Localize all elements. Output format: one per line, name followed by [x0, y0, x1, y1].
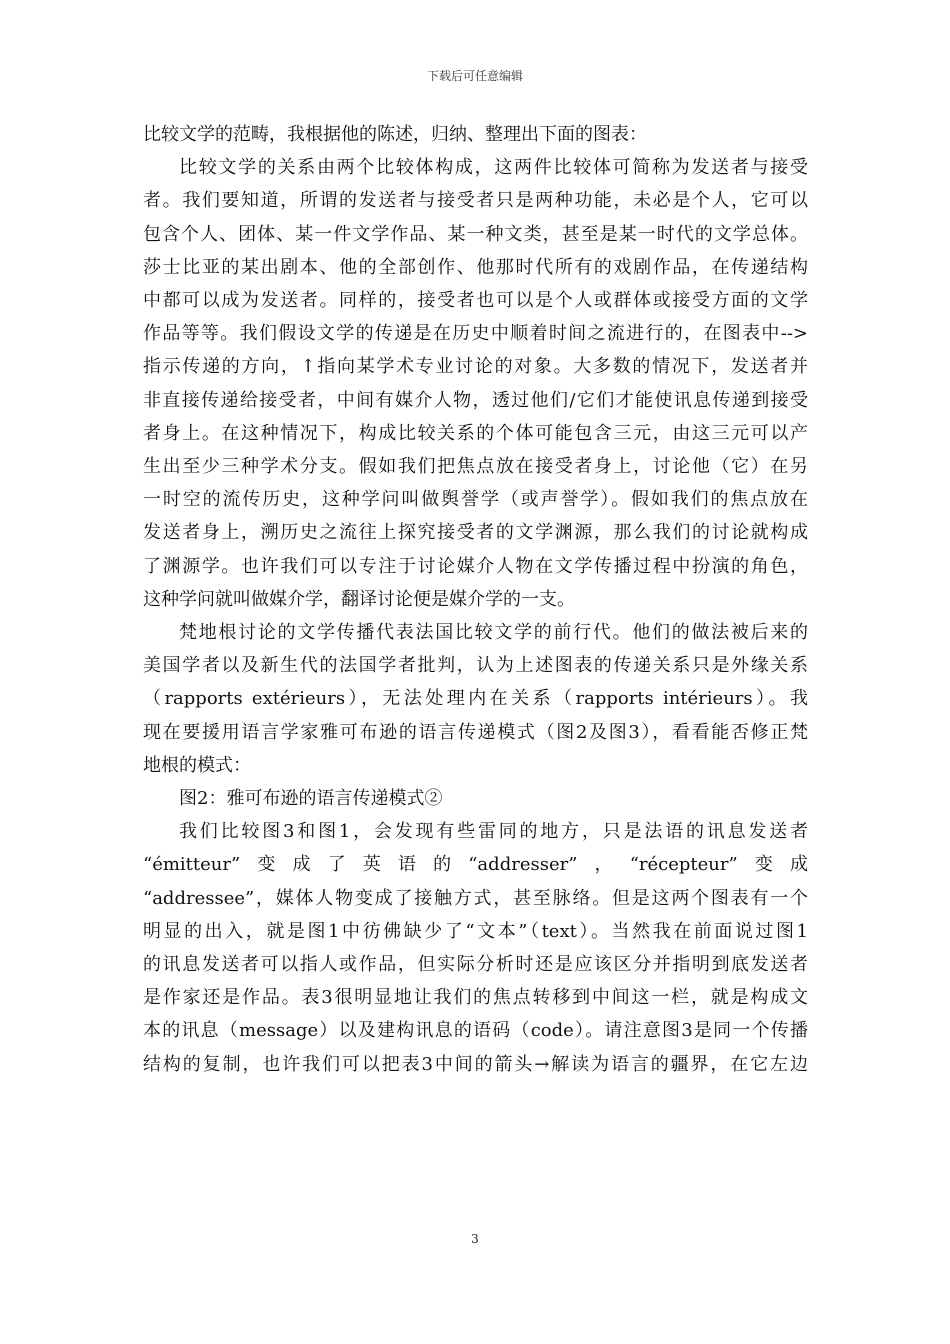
text-line: 生出至少三种学术分支。假如我们把焦点放在接受者身上，讨论他（它）在另: [143, 456, 808, 478]
text-line: 比较文学的关系由两个比较体构成，这两件比较体可简称为发送者与接受: [179, 157, 808, 179]
text-line: “addressee”，媒体人物变成了接触方式，甚至脉络。但是这两个图表有一个: [143, 887, 808, 909]
text-line: 指示传递的方向，↑指向某学术专业讨论的对象。大多数的情况下，发送者并: [143, 356, 808, 378]
text-line: 比较文学的范畴，我根据他的陈述，归纳、整理出下面的图表：: [143, 124, 647, 145]
text-line: 本的讯息（message）以及建构讯息的语码（code）。请注意图3是同一个传播: [143, 1020, 808, 1042]
figure-caption: 图2：雅可布逊的语言传递模式②: [179, 788, 443, 810]
page-number: 3: [471, 1232, 479, 1246]
text-line: 非直接传递给接受者，中间有媒介人物，透过他们/它们才能使讯息传递到接受: [143, 389, 808, 411]
text-line: 我们比较图3和图1，会发现有些雷同的地方，只是法语的讯息发送者: [179, 821, 808, 843]
text-line: 一时空的流传历史，这种学问叫做舆誉学（或声誉学）。假如我们的焦点放在: [143, 489, 808, 511]
text-line: 地根的模式：: [143, 754, 251, 776]
body-text: [143, 118, 808, 1081]
text-line: 明显的出入，就是图1中彷佛缺少了“文本”（text）。当然我在前面说过图1: [143, 920, 808, 942]
text-line: 莎士比亚的某出剧本、他的全部创作、他那时代所有的戏剧作品，在传递结构: [143, 256, 808, 278]
text-line: 作品等等。我们假设文学的传递是在历史中顺着时间之流进行的，在图表中-->: [143, 323, 808, 345]
text-line: 这种学问就叫做媒介学，翻译讨论便是媒介学的一支。: [143, 588, 575, 610]
text-line: 美国学者以及新生代的法国学者批判，认为上述图表的传递关系只是外缘关系: [143, 655, 808, 677]
text-line: 是作家还是作品。表3很明显地让我们的焦点转移到中间这一栏，就是构成文: [143, 987, 808, 1009]
text-line: 包含个人、团体、某一件文学作品、某一种文类，甚至是某一时代的文学总体。: [143, 223, 808, 245]
text-line: 结构的复制，也许我们可以把表3中间的箭头→解读为语言的疆界，在它左边: [143, 1053, 808, 1075]
text-line: 现在要援用语言学家雅可布逊的语言传递模式（图2及图3），看看能否修正梵: [143, 721, 808, 743]
text-line: 者。我们要知道，所谓的发送者与接受者只是两种功能，未必是个人，它可以: [143, 190, 808, 212]
text-line: 的讯息发送者可以指人或作品，但实际分析时还是应该区分并指明到底发送者: [143, 954, 808, 976]
text-line: 发送者身上，溯历史之流往上探究接受者的文学渊源，那么我们的讨论就构成: [143, 522, 808, 544]
text-line: 者身上。在这种情况下，构成比较关系的个体可能包含三元，由这三元可以产: [143, 422, 808, 444]
text-line: 中都可以成为发送者。同样的，接受者也可以是个人或群体或接受方面的文学: [143, 290, 808, 312]
text-line: 了渊源学。也许我们可以专注于讨论媒介人物在文学传播过程中扮演的角色，: [143, 555, 808, 577]
text-line: “émitteur”变成了英语的“addresser”，“récepteur”变成: [143, 854, 808, 876]
text-line: （rapports extérieurs），无法处理内在关系（rapports intérieurs）。我: [143, 688, 808, 710]
page-header: 下载后可任意编辑: [426, 69, 523, 83]
text-line: 梵地根讨论的文学传播代表法国比较文学的前行代。他们的做法被后来的: [179, 622, 808, 644]
